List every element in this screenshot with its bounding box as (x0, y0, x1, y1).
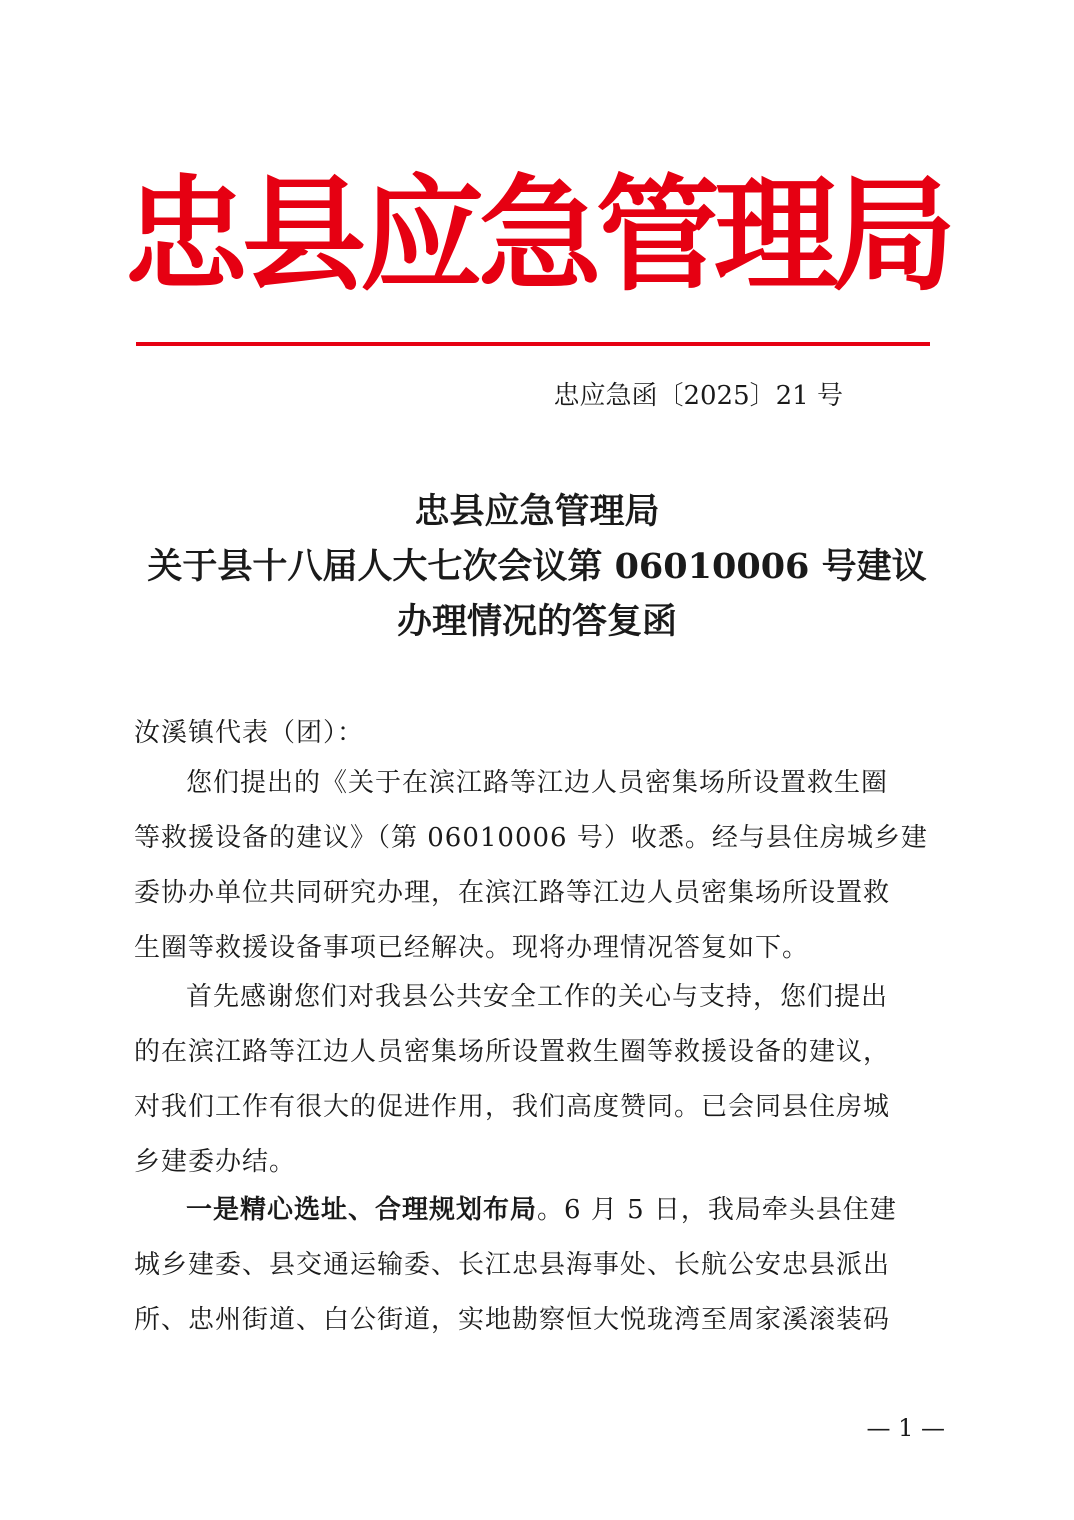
paragraph-line: 生圈等救援设备事项已经解决。现将办理情况答复如下。 (134, 933, 810, 963)
paragraph-3 (134, 1183, 942, 1348)
paragraph-2 (134, 970, 942, 1190)
paragraph-line: 您们提出的《关于在滨江路等江边人员密集场所设置救生圈 (186, 768, 889, 798)
paragraph-line: 所、忠州街道、白公街道，实地勘察恒大悦珑湾至周家溪滚装码 (134, 1305, 891, 1335)
paragraph-line: 的在滨江路等江边人员密集场所设置救生圈等救援设备的建议， (134, 1037, 891, 1067)
doc-title-line-1: 忠县应急管理局 (414, 491, 660, 532)
salutation: 汝溪镇代表（团）： (134, 718, 365, 748)
paragraph-line (134, 1183, 942, 1238)
paragraph-line: 乡建委办结。 (134, 1147, 297, 1177)
red-divider-line (136, 342, 930, 346)
doc-title-line-3: 办理情况的答复函 (396, 601, 677, 642)
paragraph-lead-heading: 一是精心选址、合理规划布局 (186, 1195, 538, 1225)
paragraph-line-rest: 。6 月 5 日，我局牵头县住建 (537, 1195, 897, 1225)
page-number: — 1 — (866, 1414, 945, 1442)
paragraph-line: 首先感谢您们对我县公共安全工作的关心与支持，您们提出 (186, 982, 889, 1012)
paragraph-1 (134, 756, 942, 976)
paragraph-line: 对我们工作有很大的促进作用，我们高度赞同。已会同县住房城 (134, 1092, 891, 1122)
paragraph-line: 等救援设备的建议》（第 06010006 号）收悉。经与县住房城乡建 (134, 823, 928, 853)
doc-title-line-2: 关于县十八届人大七次会议第 06010006 号建议 (147, 546, 927, 587)
paragraph-line: 城乡建委、县交通运输委、长江忠县海事处、长航公安忠县派出 (134, 1250, 891, 1280)
paragraph-line: 委协办单位共同研究办理，在滨江路等江边人员密集场所设置救 (134, 878, 891, 908)
masthead-title: 忠县应急管理局 (123, 163, 950, 308)
document-number: 忠应急函〔2025〕21 号 (553, 381, 843, 411)
